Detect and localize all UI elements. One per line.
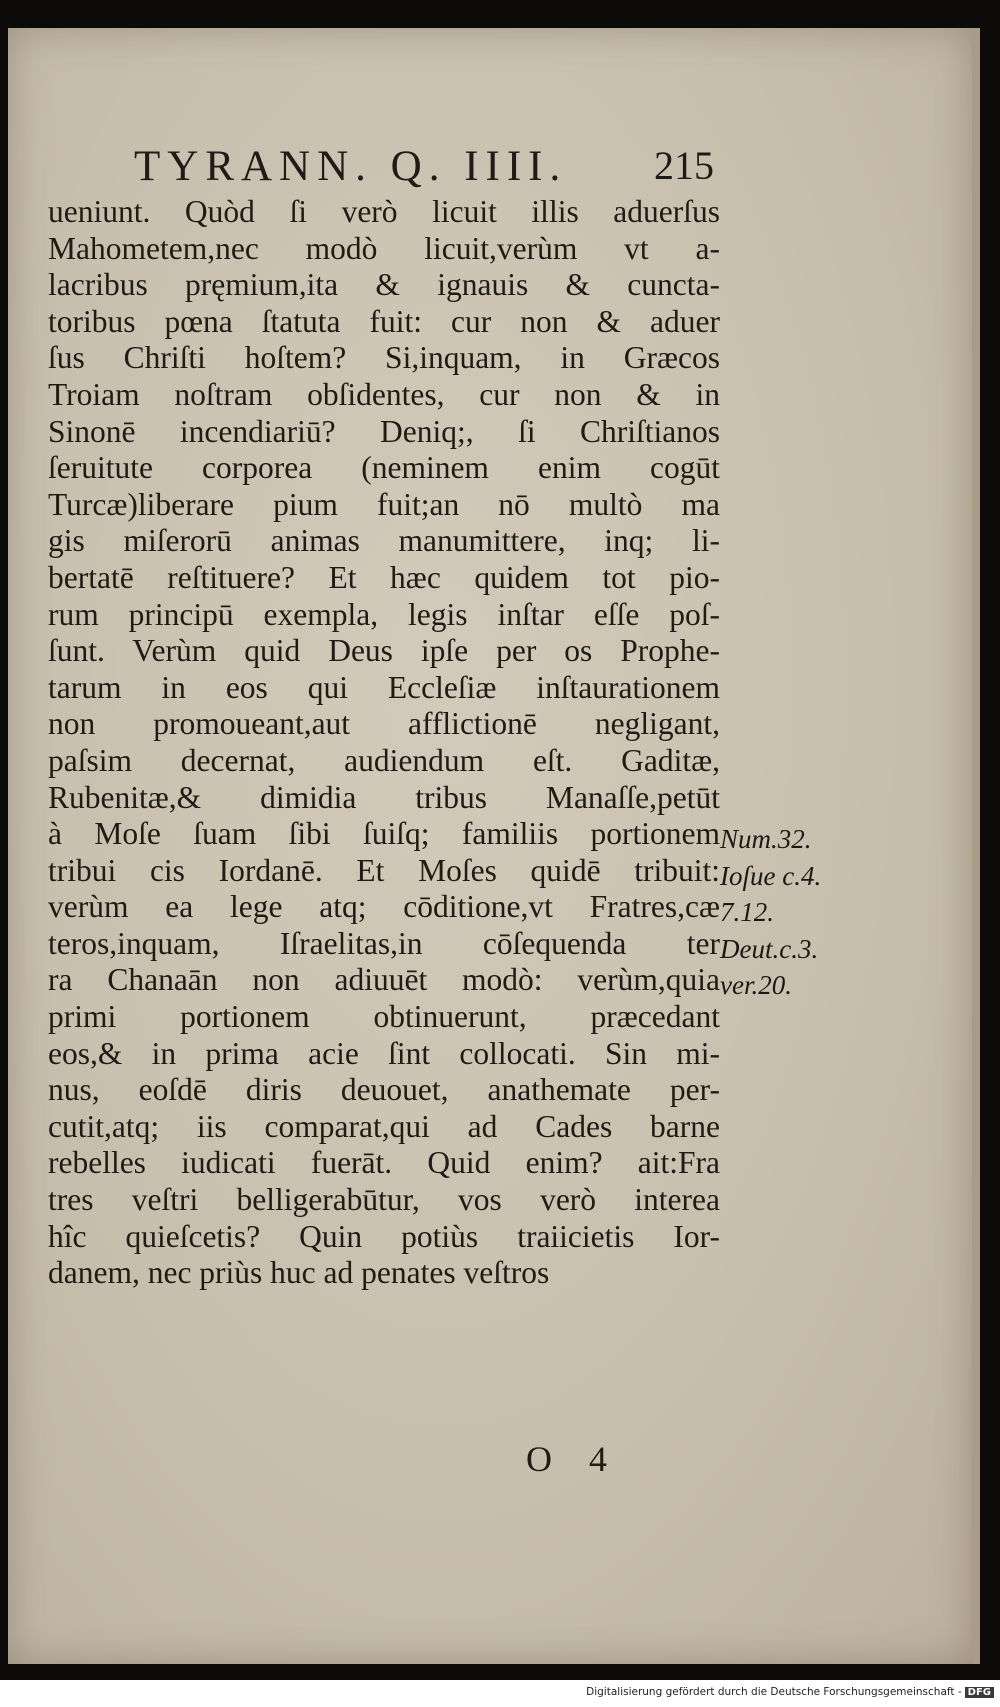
text-line: cutit,atq; iis comparat,qui ad Cades barne xyxy=(48,1108,720,1144)
text-line: Sinonē incendiariū? Deniq;, ſi Chriſtianos xyxy=(48,413,720,449)
text-line: Turcæ)liberare pium fuit;an nō multò ma xyxy=(48,486,720,522)
margin-note: Ioſue c.4. xyxy=(720,860,822,891)
text-line: primi portionem obtinuerunt, præcedant xyxy=(48,999,720,1035)
text-line: paſsim decernat, audiendum eſt. Gaditæ, xyxy=(48,742,720,778)
margin-note: Num.32. xyxy=(720,824,812,854)
text-line: lacribus pręmium,ita & ignauis & cuncta- xyxy=(48,267,720,303)
text-line: gis miſerorū animas manumittere, inq; li- xyxy=(48,523,720,559)
text-line: à Moſe ſuam ſibi ſuiſq; familiis portionem xyxy=(48,816,720,852)
page-number: 215 xyxy=(654,143,714,188)
text-line: danem, nec priùs huc ad penates veſtros xyxy=(48,1255,550,1291)
text-line: tribui cis Iordanē. Et Moſes quidē tribuit: xyxy=(48,852,720,888)
text-line: toribus pœna ſtatuta fuit: cur non & aduer xyxy=(48,303,720,339)
text-line: ueniunt. Quòd ſi verò licuit illis aduerſus xyxy=(48,194,720,229)
text-line: Rubenitæ,& dimidia tribus Manaſſe,petūt xyxy=(48,779,720,815)
signature-mark: O 4 xyxy=(526,1439,621,1479)
running-head-title: TYRANN. Q. IIII. xyxy=(134,143,568,190)
body-text xyxy=(48,194,720,1292)
text-line: Troiam noſtram obſidentes, cur non & in xyxy=(48,376,720,412)
book-page xyxy=(8,28,980,1664)
text-line: nus, eoſdē diris deuouet, anathemate per- xyxy=(48,1072,720,1108)
text-line: eos,& in prima acie ſint collocati. Sin mi- xyxy=(48,1035,720,1071)
margin-notes xyxy=(720,821,840,1004)
dfg-logo: DFG xyxy=(965,1687,994,1698)
text-line: tarum in eos qui Eccleſiæ inſtaurationem xyxy=(48,669,720,705)
margin-note: ver.20. xyxy=(720,970,792,1001)
credit-text: Digitalisierung gefördert durch die Deutsche Forschungsgemeinschaft - xyxy=(586,1686,962,1698)
text-line: rum principū exempla, legis inſtar eſſe poſ- xyxy=(48,596,720,632)
text-line: ra Chanaān non adiuuēt modò: verùm,quia xyxy=(48,962,720,998)
text-line: Mahometem,nec modò licuit,verùm vt a- xyxy=(48,230,720,266)
text-line: bertatē reſtituere? Et hæc quidem tot pio- xyxy=(48,559,720,595)
text-line: verùm ea lege atq; cōditione,vt Fratres,cæ xyxy=(48,889,720,925)
text-line: rebelles iudicati fuerāt. Quid enim? ait:Fra xyxy=(48,1145,720,1181)
text-line: teros,inquam, Iſraelitas,in cōſequenda ter xyxy=(48,925,720,961)
text-line: ſus Chriſti hoſtem? Si,inquam, in Græcos xyxy=(48,340,720,376)
text-line: hîc quieſcetis? Quin potiùs traiicietis Ior- xyxy=(48,1218,720,1254)
margin-note: Deut.c.3. xyxy=(720,933,819,964)
running-head xyxy=(134,142,714,192)
text-line: ſeruitute corporea (neminem enim cogūt xyxy=(48,450,720,486)
margin-note: 7.12. xyxy=(720,897,774,928)
text-line: ſunt. Verùm quid Deus ipſe per os Prophe- xyxy=(48,633,720,669)
text-line: non promoueant,aut afflictionē negligant, xyxy=(48,706,720,742)
digitization-credit xyxy=(586,1686,994,1698)
text-line: tres veſtri belligerabūtur, vos verò interea xyxy=(48,1182,720,1218)
